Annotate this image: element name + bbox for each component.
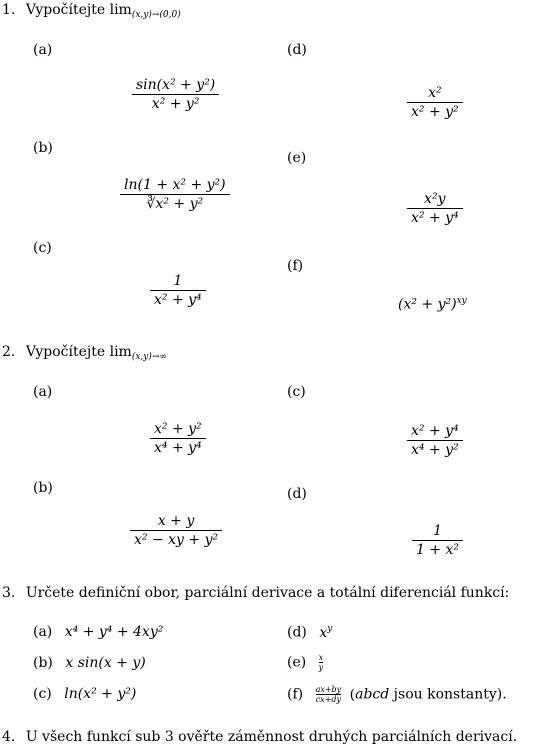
ex3-note-text: jsou konstanty). [389,686,507,703]
ex1-expr-a [132,76,219,113]
ex3-label-c: (c) [33,686,52,702]
ex2-expr-c-num: x² + y⁴ [411,423,459,439]
ex3-expr-d-exp: y [327,624,333,634]
ex1-label-f: (f) [287,258,304,274]
ex2-expr-c [407,422,463,459]
ex3-item-b [33,655,146,671]
ex1-expr-c-den: x² + y⁴ [154,292,202,308]
exercise-3-heading [2,585,509,601]
ex1-label-a: (a) [33,42,53,58]
ex3-label-e: (e) [287,654,307,671]
ex1-expr-b [120,176,230,213]
ex1-label-d: (d) [287,42,307,58]
ex1-label-b: (b) [33,140,53,156]
ex1-expr-c [150,272,206,309]
ex1-expr-e-num: x²y [424,191,446,207]
ex3-label-b: (b) [33,655,53,671]
ex1-expr-c-num: 1 [173,273,183,289]
ex2-expr-c-den: x⁴ + y² [411,442,459,458]
exercise-4-text: U všech funkcí sub 3 ověřte záměnnost druhých parciálních derivací. [25,729,518,745]
ex3-expr-f-num: ax+by [315,685,342,694]
ex1-expr-b-num: ln(1 + x² + y²) [124,177,226,193]
ex3-expr-c: ln(x² + y²) [64,686,137,702]
exercise-3-text: Určete definiční obor, parciální derivace a totální diferenciál funkcí: [25,585,510,601]
ex3-item-c [33,686,136,702]
ex1-expr-f [398,296,467,313]
ex1-expr-b-den: ∛x² + y² [146,196,204,212]
ex3-expr-a: x⁴ + y⁴ + 4xy² [64,624,164,640]
ex3-label-f: (f) [287,686,304,703]
exercise-2-text: Vypočítejte lim [25,344,132,360]
ex3-label-a: (a) [33,624,53,640]
ex2-label-d: (d) [287,486,307,502]
ex2-expr-d-num: 1 [433,523,442,539]
ex3-item-d [287,624,332,641]
exercise-1-limit-sub: (x,y)→(0,0) [131,10,181,20]
exercise-2-limit-sub: (x,y)→∞ [131,352,167,362]
ex1-expr-f-exp: xy [456,296,467,306]
exercise-4-heading [2,729,517,745]
ex3-note-var: abcd [355,686,390,703]
ex2-expr-d [412,522,463,559]
ex1-expr-d-num: x² [428,85,442,101]
ex3-item-e [287,653,323,672]
ex2-expr-b-num: x + y [157,513,195,529]
ex1-label-c: (c) [33,240,52,256]
ex3-item-f [287,685,507,704]
ex1-expr-d [407,84,463,121]
ex1-expr-f-base: (x² + y²) [398,296,457,313]
ex2-expr-a [150,420,206,457]
exercise-2-heading [2,344,167,362]
ex1-expr-e [407,190,463,227]
exercise-4-number: 4. [2,729,16,745]
exercise-1-heading [2,2,181,20]
ex3-label-d: (d) [287,624,307,641]
ex1-expr-a-num: sin(x² + y²) [136,77,216,93]
ex1-expr-a-den: x² + y² [151,96,200,112]
ex2-expr-a-num: x² + y² [154,421,202,437]
ex2-expr-a-den: x⁴ + y⁴ [154,440,202,456]
ex3-expr-f [316,685,342,704]
exercise-3-number: 3. [2,585,16,601]
ex2-expr-b [130,512,222,549]
ex2-label-c: (c) [287,384,306,400]
ex1-expr-d-den: x² + y² [411,104,459,120]
ex2-label-a: (a) [33,384,53,400]
ex3-expr-f-den: cx+dy [315,695,342,704]
exercise-1-text: Vypočítejte lim [25,2,132,18]
ex1-label-e: (e) [287,150,307,166]
ex3-expr-b: x sin(x + y) [65,655,146,671]
ex3-note-open: ( [349,686,356,703]
ex2-expr-d-den: 1 + x² [416,542,460,558]
ex3-expr-e-den: y [318,663,324,672]
ex3-expr-d-base: x [319,624,328,641]
ex2-expr-b-den: x² − xy + y² [134,532,219,548]
ex3-expr-e-num: x [318,653,324,662]
ex1-expr-e-den: x² + y⁴ [411,210,459,226]
exercise-1-number: 1. [2,2,16,18]
exercise-2-number: 2. [2,344,16,360]
ex3-item-a [33,624,163,640]
ex2-label-b: (b) [33,480,53,496]
ex3-expr-e [319,653,324,672]
